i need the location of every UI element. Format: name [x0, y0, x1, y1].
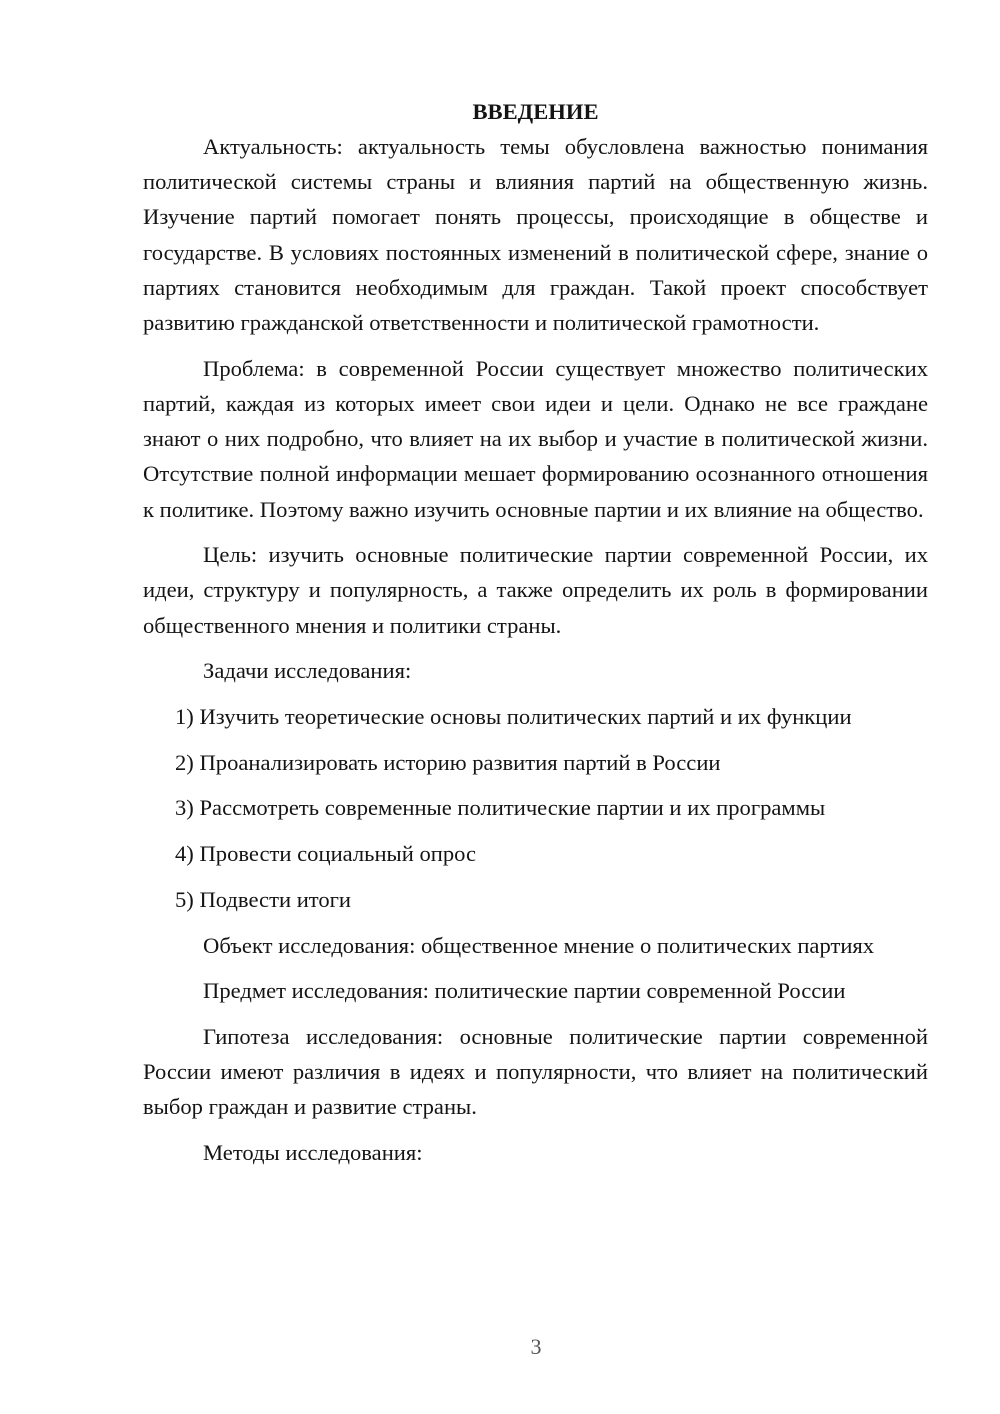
goal-paragraph: Цель: изучить основные политические партии современной России, их идеи, структуру и популярность, а также определить их роль в формировании общественного мнения и политики страны.: [143, 542, 928, 638]
subject-paragraph: Предмет исследования: политические партии современной России: [203, 978, 846, 1004]
hypothesis-paragraph: Гипотеза исследования: основные политические партии современной России имеют различия в идеях и популярности, что влияет на политический выбор граждан и развитие страны.: [143, 1023, 928, 1120]
section-heading: ВВЕДЕНИЕ: [472, 99, 599, 124]
page-content: [143, 94, 928, 1181]
task-item-3: 3) Рассмотреть современные политические партии и их программы: [175, 795, 826, 821]
methods-heading: Методы исследования:: [203, 1140, 423, 1166]
task-item-4: 4) Провести социальный опрос: [175, 841, 477, 867]
page-number: 3: [530, 1334, 542, 1359]
problem-paragraph: Проблема: в современной России существует множество политических партий, каждая из которых имеет свои идеи и цели. Однако не все граждане знают о них подробно, что влияет на их выбор и участие в политической жизни. Отсутствие полной информации мешает формированию осознанного отношения к политике. Поэтому важно изучить основные партии и их влияние на общество.: [143, 355, 928, 522]
relevance-paragraph: Актуальность: актуальность темы обусловлена важностью понимания политической системы страны и влияния партий на общественную жизнь. Изучение партий помогает понять процессы, происходящие в обществе и государстве. В условиях постоянных изменений в политической сфере, знание о партиях становится необходимым для граждан. Такой проект способствует развитию гражданской ответственности и политической грамотности.: [143, 134, 928, 336]
task-item-2: 2) Проанализировать историю развития партий в России: [175, 749, 721, 775]
object-paragraph: Объект исследования: общественное мнение о политических партиях: [203, 932, 875, 958]
task-item-1: 1) Изучить теоретические основы политических партий и их функции: [175, 704, 852, 730]
task-item-5: 5) Подвести итоги: [175, 886, 352, 912]
tasks-heading: Задачи исследования:: [203, 658, 412, 684]
